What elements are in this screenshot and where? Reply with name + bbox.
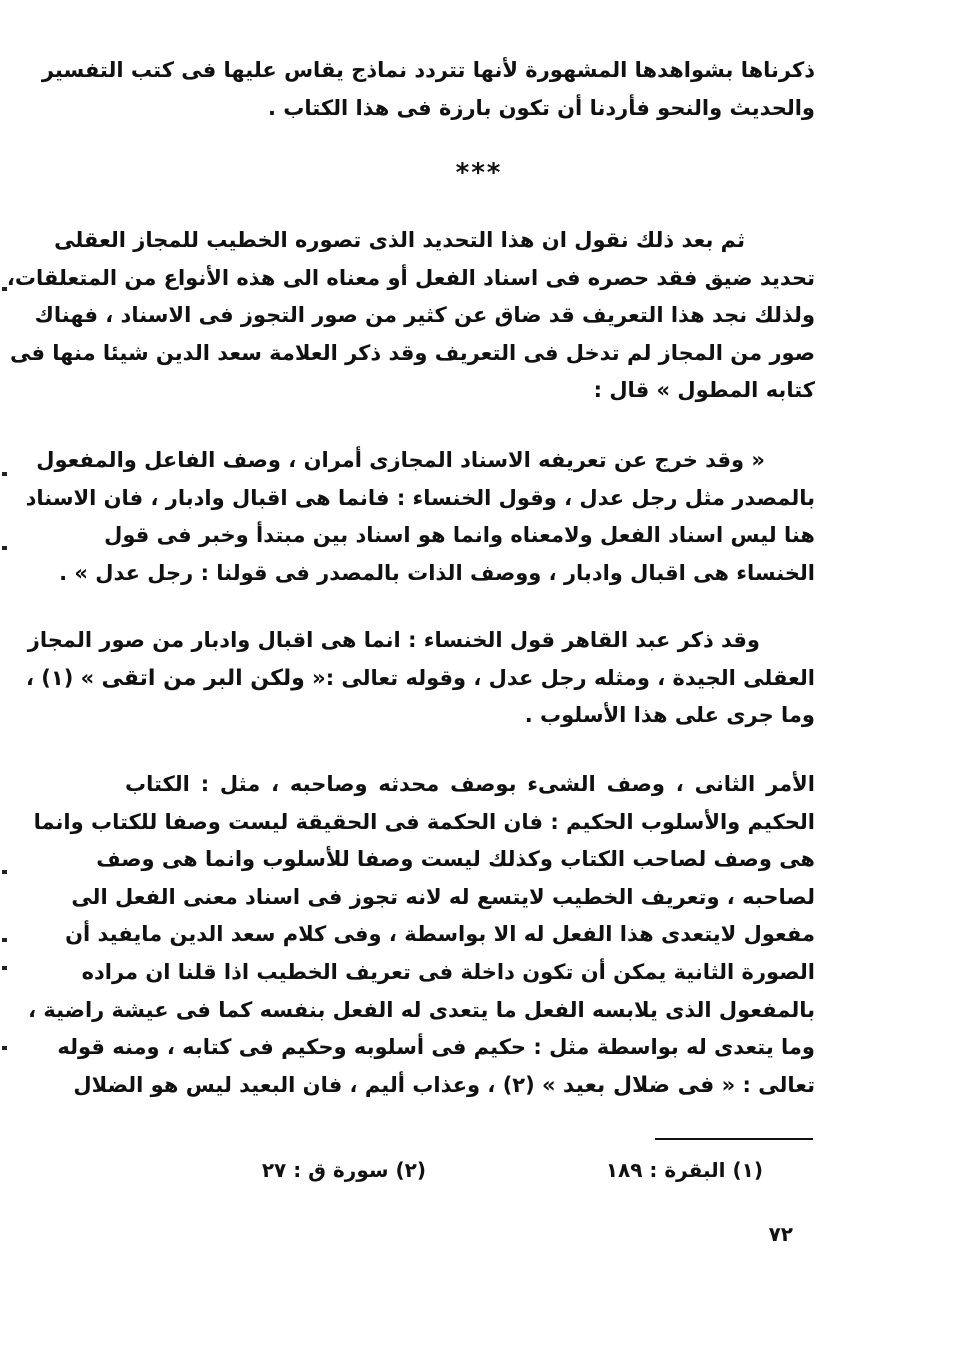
text-line: والحديث والنحو فأردنا أن تكون بارزة فى هذا الكتاب .: [268, 95, 815, 120]
text-line: هنا ليس اسناد الفعل ولامعناه وانما هو اسناد بين مبتدأ وخبر فى قول: [104, 523, 815, 548]
scan-speck: [2, 546, 7, 550]
text-line: لصاحبه ، وتعريف الخطيب لايتسع له لانه تجوز فى اسناد معنى الفعل الى: [71, 884, 815, 909]
section-separator: ***: [455, 158, 503, 188]
quran-quote: ولكن البر من اتقى: [101, 665, 305, 691]
paragraph-definition: [6, 222, 815, 410]
footnote-1: (١) البقرة : ١٨٩: [605, 1158, 763, 1182]
text-line: ولذلك نجد هذا التعريف قد ضاق عن كثير من صور التجوز فى الاسناد ، فهناك: [34, 303, 815, 328]
text-line: [73, 1067, 815, 1105]
text-line: « وقد خرج عن تعريفه الاسناد المجازى أمران ، وصف الفاعل والمفعول: [36, 448, 765, 472]
scan-speck: [2, 287, 7, 291]
text-fragment: العقلى الجيدة ، ومثله رجل عدل ، وقوله تعالى :: [325, 665, 815, 690]
paragraph-intro: [41, 52, 815, 127]
paragraph-quote-saad: [25, 442, 815, 592]
text-line: ذكرناها بشواهدها المشهورة لأنها تتردد نماذج يقاس عليها فى كتب التفسير: [41, 58, 815, 82]
paragraph-second-matter: [28, 766, 815, 1104]
page-number: ٧٢: [768, 1222, 793, 1246]
quote-open: «: [714, 1072, 736, 1097]
text-line: وما يتعدى له بواسطة مثل : حكيم فى أسلوبه وحكيم فى كتابه ، ومنه قوله: [57, 1035, 815, 1060]
text-line: ثم بعد ذلك نقول ان هذا التحديد الذى تصوره الخطيب للمجاز العقلى: [54, 228, 745, 252]
text-line: [26, 660, 815, 698]
footnote-2: (٢) سورة ق : ٢٧: [261, 1158, 426, 1182]
text-line: كتابه المطول » قال :: [593, 378, 815, 403]
footnote-divider: [655, 1138, 813, 1140]
footnote-ref: » (٢) ، وعذاب أليم ، فان البعيد ليس هو الضلال: [73, 1072, 563, 1097]
scan-speck: [2, 938, 7, 942]
paragraph-abd-alqahir: [26, 622, 815, 735]
text-line: وما جرى على هذا الأسلوب .: [524, 703, 815, 728]
text-line: هى وصف لصاحب الكتاب وكذلك ليست وصفا للأسلوب وانما هى وصف: [96, 847, 815, 872]
text-fragment: تعالى :: [742, 1072, 815, 1097]
scan-speck: [2, 870, 7, 874]
scan-speck: [2, 1046, 7, 1050]
quran-quote: فى ضلال بعيد: [562, 1072, 715, 1098]
text-line: وقد ذكر عبد القاهر قول الخنساء : انما هى اقبال وادبار من صور المجاز: [27, 628, 760, 652]
text-line: مفعول لايتعدى هذا الفعل له الا بواسطة ، وفى كلام سعد الدين مايفيد أن: [65, 922, 815, 947]
text-line: الأمر الثانى ، وصف الشىء بوصف محدثه وصاحبه ، مثل : الكتاب: [125, 772, 815, 796]
scan-speck: [2, 472, 7, 476]
scan-speck: [2, 966, 7, 970]
text-line: الحكيم والأسلوب الحكيم : فان الحكمة فى الحقيقة ليست وصفا للكتاب وانما: [33, 809, 815, 834]
text-line: الخنساء هى اقبال وادبار ، ووصف الذات بالمصدر فى قولنا : رجل عدل » .: [59, 560, 815, 585]
text-line: صور من المجاز لم تدخل فى التعريف وقد ذكر العلامة سعد الدين شيئا منها فى: [9, 340, 815, 365]
quote-open: «: [304, 665, 326, 690]
text-line: بالمفعول الذى يلابسه الفعل ما يتعدى له الفعل بنفسه كما فى عيشة راضية ،: [28, 997, 815, 1022]
text-line: الصورة الثانية يمكن أن تكون داخلة فى تعريف الخطيب اذا قلنا ان مراده: [81, 959, 815, 984]
text-line: بالمصدر مثل رجل عدل ، وقول الخنساء : فانما هى اقبال وادبار ، فان الاسناد: [25, 485, 815, 510]
footnote-ref: » (١) ،: [26, 665, 102, 690]
text-line: تحديد ضيق فقد حصره فى اسناد الفعل أو معناه الى هذه الأنواع من المتعلقات،: [6, 265, 815, 290]
